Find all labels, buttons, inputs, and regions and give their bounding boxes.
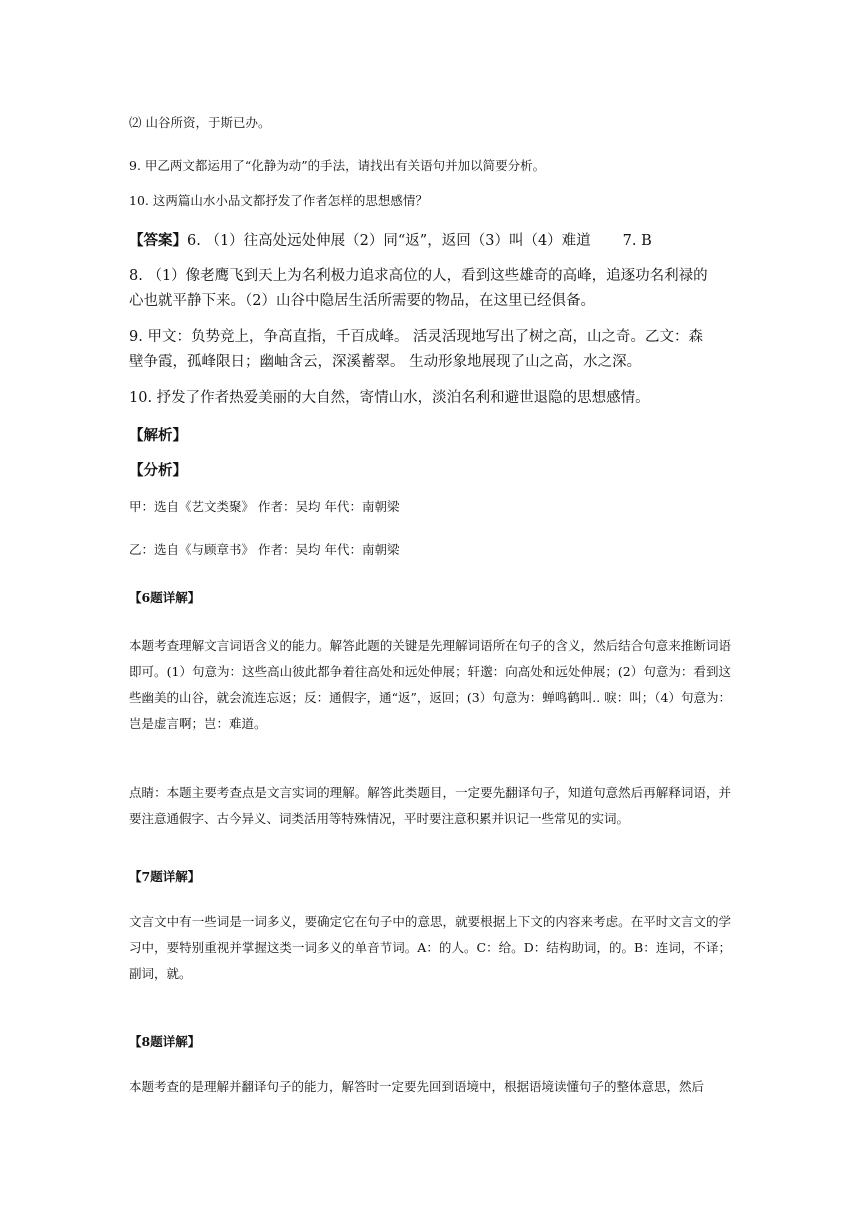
q7-detail-body: 文言文中有一些词是一词多义，要确定它在句子中的意思，就要根据上下文的内容来考虑。在平时文言文的学习中，要特别重视并掌握这类一词多义的单音节词。A：的人。C：给。D：结构助词，的。B：连词，不译；副词，就。 bbox=[129, 914, 731, 981]
q6-detail-body: 本题考查理解文言词语含义的能力。解答此题的关键是先理解词语所在句子的含义，然后结合句意来推断词语即可。(1）句意为：这些高山彼此都争着往高处和远处伸展；轩邈：向高处和远处伸展；(2）句意为：看到这些幽美的山谷，就会流连忘返；反：通假字，通“返”，返回；(3）句意为：蝉鸣鹤叫.. 唳：叫；（4）句意为：岂是虚言啊；岂：难道。 bbox=[129, 638, 731, 731]
answer-10: 10. 抒发了作者热爱美丽的大自然，寄情山水，淡泊名利和避世退隐的思想感情。 bbox=[129, 390, 650, 406]
answer-9-line-1: 9. 甲文：负势竞上，争高直指，千百成峰。 活灵活现地写出了树之高，山之奇。乙文：森 bbox=[129, 329, 704, 345]
q6-detail-heading: 【6题详解】 bbox=[129, 590, 201, 605]
answer-6: 6. （1）往高处远处伸展（2）同“返”，返回（3）叫（4）难道 bbox=[187, 233, 591, 249]
answer-7: 7. B bbox=[622, 233, 652, 249]
source-jia: 甲：选自《艺文类聚》 作者：吴均 年代：南朝梁 bbox=[129, 499, 400, 514]
q6-tip: 点睛：本题主要考查点是文言实词的理解。解答此类题目，一定要先翻译句子，知道句意然后再解释词语，并要注意通假字、古今异义、词类活用等特殊情况，平时要注意积累并识记一些常见的实词。 bbox=[129, 785, 731, 826]
analysis-heading: 【解析】 bbox=[129, 427, 187, 444]
q7-detail-heading: 【7题详解】 bbox=[129, 869, 201, 884]
answer-label: 【答案】 bbox=[129, 232, 187, 249]
subanalysis-heading: 【分析】 bbox=[129, 462, 187, 479]
answer-9-line-2: 壁争霞，孤峰限日；幽岫含云，深溪蓄翠。 生动形象地展现了山之高，水之深。 bbox=[129, 354, 642, 370]
answer-8-line-2: 心也就平静下来。（2）山谷中隐居生活所需要的物品，在这里已经俱备。 bbox=[129, 293, 595, 309]
question-9: 9. 甲乙两文都运用了“化静为动”的手法，请找出有关语句并加以简要分析。 bbox=[129, 158, 546, 173]
question-10: 10. 这两篇山水小品文都抒发了作者怎样的思想感情？ bbox=[129, 193, 428, 208]
source-yi: 乙：选自《与顾章书》 作者：吴均 年代：南朝梁 bbox=[129, 542, 400, 557]
answer-8-line-1: 8. （1）像老鹰飞到天上为名利极力追求高位的人，看到这些雄奇的高峰，追逐功名利禄的 bbox=[129, 268, 708, 284]
question-8-item-2: ⑵ 山谷所资，于斯已办。 bbox=[129, 115, 271, 130]
q8-detail-heading: 【8题详解】 bbox=[129, 1034, 201, 1049]
answer-6-line bbox=[129, 229, 652, 250]
q8-detail-body: 本题考查的是理解并翻译句子的能力，解答时一定要先回到语境中，根据语境读懂句子的整体意思，然后 bbox=[129, 1079, 705, 1094]
